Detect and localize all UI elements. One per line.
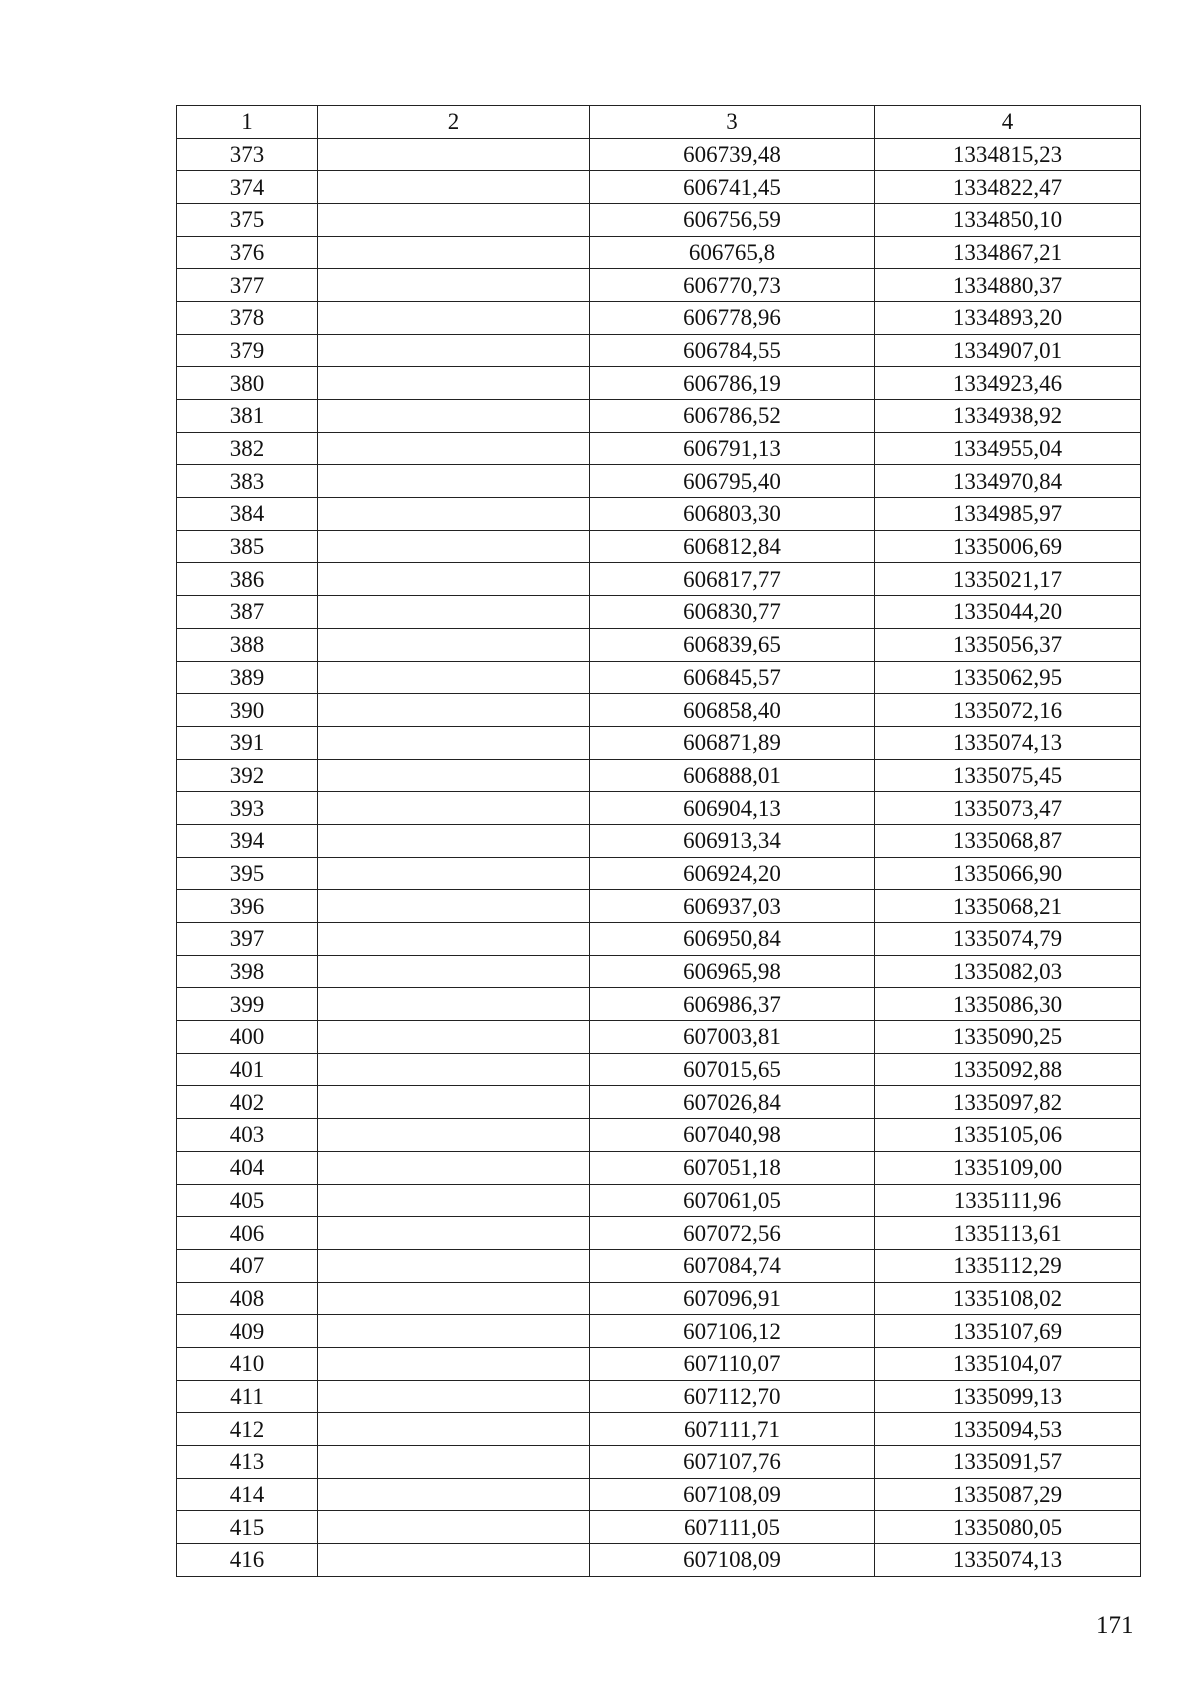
x-coordinate-cell: 607108,09 bbox=[590, 1544, 875, 1577]
y-coordinate-cell: 1335109,00 bbox=[875, 1151, 1141, 1184]
x-coordinate-cell: 606784,55 bbox=[590, 334, 875, 367]
point-number-cell: 405 bbox=[177, 1184, 318, 1217]
column-header-1: 1 bbox=[177, 106, 318, 139]
description-cell bbox=[318, 1119, 590, 1152]
description-cell bbox=[318, 890, 590, 923]
table-row bbox=[177, 1511, 1141, 1544]
x-coordinate-cell: 606778,96 bbox=[590, 301, 875, 334]
x-coordinate-cell: 606839,65 bbox=[590, 628, 875, 661]
y-coordinate-cell: 1335111,96 bbox=[875, 1184, 1141, 1217]
x-coordinate-cell: 607084,74 bbox=[590, 1249, 875, 1282]
description-cell bbox=[318, 1478, 590, 1511]
y-coordinate-cell: 1335108,02 bbox=[875, 1282, 1141, 1315]
x-coordinate-cell: 606924,20 bbox=[590, 857, 875, 890]
x-coordinate-cell: 606739,48 bbox=[590, 138, 875, 171]
table-row bbox=[177, 1413, 1141, 1446]
y-coordinate-cell: 1335097,82 bbox=[875, 1086, 1141, 1119]
table-row bbox=[177, 1086, 1141, 1119]
point-number-cell: 390 bbox=[177, 694, 318, 727]
description-cell bbox=[318, 400, 590, 433]
x-coordinate-cell: 606803,30 bbox=[590, 498, 875, 531]
point-number-cell: 392 bbox=[177, 759, 318, 792]
table-row bbox=[177, 1184, 1141, 1217]
table-row bbox=[177, 1478, 1141, 1511]
y-coordinate-cell: 1335074,13 bbox=[875, 726, 1141, 759]
x-coordinate-cell: 606770,73 bbox=[590, 269, 875, 302]
description-cell bbox=[318, 923, 590, 956]
description-cell bbox=[318, 171, 590, 204]
x-coordinate-cell: 606904,13 bbox=[590, 792, 875, 825]
table-row bbox=[177, 432, 1141, 465]
coordinates-table bbox=[176, 105, 1141, 1577]
point-number-cell: 383 bbox=[177, 465, 318, 498]
x-coordinate-cell: 607072,56 bbox=[590, 1217, 875, 1250]
table-row bbox=[177, 1053, 1141, 1086]
table-row bbox=[177, 334, 1141, 367]
y-coordinate-cell: 1335080,05 bbox=[875, 1511, 1141, 1544]
description-cell bbox=[318, 726, 590, 759]
point-number-cell: 404 bbox=[177, 1151, 318, 1184]
point-number-cell: 408 bbox=[177, 1282, 318, 1315]
x-coordinate-cell: 606986,37 bbox=[590, 988, 875, 1021]
x-coordinate-cell: 607015,65 bbox=[590, 1053, 875, 1086]
table-row bbox=[177, 1021, 1141, 1054]
table-row bbox=[177, 1282, 1141, 1315]
point-number-cell: 413 bbox=[177, 1446, 318, 1479]
table-row bbox=[177, 596, 1141, 629]
y-coordinate-cell: 1335082,03 bbox=[875, 955, 1141, 988]
table-header bbox=[177, 106, 1141, 139]
point-number-cell: 373 bbox=[177, 138, 318, 171]
table-row bbox=[177, 138, 1141, 171]
y-coordinate-cell: 1335074,13 bbox=[875, 1544, 1141, 1577]
y-coordinate-cell: 1335066,90 bbox=[875, 857, 1141, 890]
point-number-cell: 395 bbox=[177, 857, 318, 890]
description-cell bbox=[318, 1413, 590, 1446]
x-coordinate-cell: 607107,76 bbox=[590, 1446, 875, 1479]
point-number-cell: 389 bbox=[177, 661, 318, 694]
y-coordinate-cell: 1335092,88 bbox=[875, 1053, 1141, 1086]
description-cell bbox=[318, 1511, 590, 1544]
description-cell bbox=[318, 1446, 590, 1479]
y-coordinate-cell: 1334970,84 bbox=[875, 465, 1141, 498]
y-coordinate-cell: 1335094,53 bbox=[875, 1413, 1141, 1446]
table-row bbox=[177, 171, 1141, 204]
point-number-cell: 394 bbox=[177, 824, 318, 857]
y-coordinate-cell: 1335107,69 bbox=[875, 1315, 1141, 1348]
description-cell bbox=[318, 1249, 590, 1282]
table-row bbox=[177, 759, 1141, 792]
x-coordinate-cell: 607110,07 bbox=[590, 1347, 875, 1380]
point-number-cell: 377 bbox=[177, 269, 318, 302]
table-row bbox=[177, 923, 1141, 956]
description-cell bbox=[318, 1184, 590, 1217]
point-number-cell: 388 bbox=[177, 628, 318, 661]
column-header-3: 3 bbox=[590, 106, 875, 139]
y-coordinate-cell: 1334938,92 bbox=[875, 400, 1141, 433]
point-number-cell: 406 bbox=[177, 1217, 318, 1250]
x-coordinate-cell: 606817,77 bbox=[590, 563, 875, 596]
table-row bbox=[177, 301, 1141, 334]
x-coordinate-cell: 607111,05 bbox=[590, 1511, 875, 1544]
point-number-cell: 381 bbox=[177, 400, 318, 433]
y-coordinate-cell: 1335073,47 bbox=[875, 792, 1141, 825]
point-number-cell: 396 bbox=[177, 890, 318, 923]
y-coordinate-cell: 1335104,07 bbox=[875, 1347, 1141, 1380]
x-coordinate-cell: 607108,09 bbox=[590, 1478, 875, 1511]
x-coordinate-cell: 606812,84 bbox=[590, 530, 875, 563]
description-cell bbox=[318, 498, 590, 531]
point-number-cell: 398 bbox=[177, 955, 318, 988]
x-coordinate-cell: 606858,40 bbox=[590, 694, 875, 727]
x-coordinate-cell: 607096,91 bbox=[590, 1282, 875, 1315]
description-cell bbox=[318, 138, 590, 171]
description-cell bbox=[318, 563, 590, 596]
point-number-cell: 380 bbox=[177, 367, 318, 400]
table-row bbox=[177, 726, 1141, 759]
point-number-cell: 385 bbox=[177, 530, 318, 563]
point-number-cell: 414 bbox=[177, 1478, 318, 1511]
y-coordinate-cell: 1334923,46 bbox=[875, 367, 1141, 400]
table-row bbox=[177, 530, 1141, 563]
x-coordinate-cell: 606965,98 bbox=[590, 955, 875, 988]
description-cell bbox=[318, 792, 590, 825]
y-coordinate-cell: 1334985,97 bbox=[875, 498, 1141, 531]
y-coordinate-cell: 1335056,37 bbox=[875, 628, 1141, 661]
description-cell bbox=[318, 1053, 590, 1086]
x-coordinate-cell: 607112,70 bbox=[590, 1380, 875, 1413]
table-row bbox=[177, 236, 1141, 269]
x-coordinate-cell: 606786,52 bbox=[590, 400, 875, 433]
y-coordinate-cell: 1334880,37 bbox=[875, 269, 1141, 302]
y-coordinate-cell: 1335062,95 bbox=[875, 661, 1141, 694]
table-row bbox=[177, 1446, 1141, 1479]
table-row bbox=[177, 1151, 1141, 1184]
description-cell bbox=[318, 628, 590, 661]
y-coordinate-cell: 1334815,23 bbox=[875, 138, 1141, 171]
table-row bbox=[177, 203, 1141, 236]
y-coordinate-cell: 1335091,57 bbox=[875, 1446, 1141, 1479]
table-row bbox=[177, 1217, 1141, 1250]
point-number-cell: 399 bbox=[177, 988, 318, 1021]
point-number-cell: 415 bbox=[177, 1511, 318, 1544]
y-coordinate-cell: 1335113,61 bbox=[875, 1217, 1141, 1250]
description-cell bbox=[318, 1544, 590, 1577]
point-number-cell: 411 bbox=[177, 1380, 318, 1413]
table-row bbox=[177, 857, 1141, 890]
point-number-cell: 391 bbox=[177, 726, 318, 759]
y-coordinate-cell: 1335068,87 bbox=[875, 824, 1141, 857]
table-row bbox=[177, 955, 1141, 988]
y-coordinate-cell: 1335099,13 bbox=[875, 1380, 1141, 1413]
x-coordinate-cell: 607003,81 bbox=[590, 1021, 875, 1054]
point-number-cell: 402 bbox=[177, 1086, 318, 1119]
point-number-cell: 378 bbox=[177, 301, 318, 334]
x-coordinate-cell: 606845,57 bbox=[590, 661, 875, 694]
table-row bbox=[177, 890, 1141, 923]
x-coordinate-cell: 606888,01 bbox=[590, 759, 875, 792]
x-coordinate-cell: 606765,8 bbox=[590, 236, 875, 269]
x-coordinate-cell: 607040,98 bbox=[590, 1119, 875, 1152]
column-header-4: 4 bbox=[875, 106, 1141, 139]
x-coordinate-cell: 606795,40 bbox=[590, 465, 875, 498]
point-number-cell: 410 bbox=[177, 1347, 318, 1380]
header-row bbox=[177, 106, 1141, 139]
x-coordinate-cell: 606791,13 bbox=[590, 432, 875, 465]
x-coordinate-cell: 606950,84 bbox=[590, 923, 875, 956]
y-coordinate-cell: 1334893,20 bbox=[875, 301, 1141, 334]
description-cell bbox=[318, 301, 590, 334]
x-coordinate-cell: 607061,05 bbox=[590, 1184, 875, 1217]
table-row bbox=[177, 824, 1141, 857]
description-cell bbox=[318, 367, 590, 400]
table-row bbox=[177, 661, 1141, 694]
x-coordinate-cell: 607026,84 bbox=[590, 1086, 875, 1119]
point-number-cell: 403 bbox=[177, 1119, 318, 1152]
point-number-cell: 409 bbox=[177, 1315, 318, 1348]
table-row bbox=[177, 400, 1141, 433]
point-number-cell: 376 bbox=[177, 236, 318, 269]
description-cell bbox=[318, 1151, 590, 1184]
table-row bbox=[177, 1119, 1141, 1152]
y-coordinate-cell: 1335090,25 bbox=[875, 1021, 1141, 1054]
x-coordinate-cell: 606830,77 bbox=[590, 596, 875, 629]
description-cell bbox=[318, 824, 590, 857]
table-row bbox=[177, 988, 1141, 1021]
table-row bbox=[177, 628, 1141, 661]
point-number-cell: 379 bbox=[177, 334, 318, 367]
point-number-cell: 375 bbox=[177, 203, 318, 236]
y-coordinate-cell: 1334850,10 bbox=[875, 203, 1141, 236]
x-coordinate-cell: 606786,19 bbox=[590, 367, 875, 400]
description-cell bbox=[318, 1282, 590, 1315]
description-cell bbox=[318, 1021, 590, 1054]
table-row bbox=[177, 465, 1141, 498]
x-coordinate-cell: 606756,59 bbox=[590, 203, 875, 236]
table-row bbox=[177, 367, 1141, 400]
y-coordinate-cell: 1335044,20 bbox=[875, 596, 1141, 629]
description-cell bbox=[318, 596, 590, 629]
y-coordinate-cell: 1334955,04 bbox=[875, 432, 1141, 465]
table-row bbox=[177, 694, 1141, 727]
y-coordinate-cell: 1334867,21 bbox=[875, 236, 1141, 269]
table-row bbox=[177, 1544, 1141, 1577]
description-cell bbox=[318, 1086, 590, 1119]
description-cell bbox=[318, 236, 590, 269]
table-row bbox=[177, 563, 1141, 596]
description-cell bbox=[318, 432, 590, 465]
x-coordinate-cell: 606937,03 bbox=[590, 890, 875, 923]
point-number-cell: 387 bbox=[177, 596, 318, 629]
point-number-cell: 416 bbox=[177, 1544, 318, 1577]
description-cell bbox=[318, 661, 590, 694]
description-cell bbox=[318, 857, 590, 890]
x-coordinate-cell: 606913,34 bbox=[590, 824, 875, 857]
y-coordinate-cell: 1335021,17 bbox=[875, 563, 1141, 596]
description-cell bbox=[318, 203, 590, 236]
point-number-cell: 407 bbox=[177, 1249, 318, 1282]
y-coordinate-cell: 1335074,79 bbox=[875, 923, 1141, 956]
table-row bbox=[177, 498, 1141, 531]
description-cell bbox=[318, 1380, 590, 1413]
point-number-cell: 384 bbox=[177, 498, 318, 531]
x-coordinate-cell: 606871,89 bbox=[590, 726, 875, 759]
description-cell bbox=[318, 465, 590, 498]
description-cell bbox=[318, 269, 590, 302]
x-coordinate-cell: 607051,18 bbox=[590, 1151, 875, 1184]
description-cell bbox=[318, 694, 590, 727]
table-row bbox=[177, 792, 1141, 825]
y-coordinate-cell: 1335112,29 bbox=[875, 1249, 1141, 1282]
x-coordinate-cell: 607106,12 bbox=[590, 1315, 875, 1348]
point-number-cell: 401 bbox=[177, 1053, 318, 1086]
point-number-cell: 386 bbox=[177, 563, 318, 596]
point-number-cell: 400 bbox=[177, 1021, 318, 1054]
table-row bbox=[177, 1249, 1141, 1282]
point-number-cell: 374 bbox=[177, 171, 318, 204]
x-coordinate-cell: 607111,71 bbox=[590, 1413, 875, 1446]
y-coordinate-cell: 1335068,21 bbox=[875, 890, 1141, 923]
y-coordinate-cell: 1335087,29 bbox=[875, 1478, 1141, 1511]
description-cell bbox=[318, 1347, 590, 1380]
y-coordinate-cell: 1335072,16 bbox=[875, 694, 1141, 727]
point-number-cell: 412 bbox=[177, 1413, 318, 1446]
point-number-cell: 393 bbox=[177, 792, 318, 825]
description-cell bbox=[318, 988, 590, 1021]
table-row bbox=[177, 1315, 1141, 1348]
y-coordinate-cell: 1335006,69 bbox=[875, 530, 1141, 563]
column-header-2: 2 bbox=[318, 106, 590, 139]
description-cell bbox=[318, 759, 590, 792]
description-cell bbox=[318, 334, 590, 367]
description-cell bbox=[318, 1217, 590, 1250]
y-coordinate-cell: 1335105,06 bbox=[875, 1119, 1141, 1152]
page-number: 171 bbox=[1096, 1612, 1134, 1639]
table-row bbox=[177, 1380, 1141, 1413]
y-coordinate-cell: 1334822,47 bbox=[875, 171, 1141, 204]
point-number-cell: 397 bbox=[177, 923, 318, 956]
y-coordinate-cell: 1335075,45 bbox=[875, 759, 1141, 792]
table-row bbox=[177, 269, 1141, 302]
y-coordinate-cell: 1335086,30 bbox=[875, 988, 1141, 1021]
table-body bbox=[177, 138, 1141, 1576]
table-row bbox=[177, 1347, 1141, 1380]
x-coordinate-cell: 606741,45 bbox=[590, 171, 875, 204]
point-number-cell: 382 bbox=[177, 432, 318, 465]
description-cell bbox=[318, 955, 590, 988]
description-cell bbox=[318, 1315, 590, 1348]
y-coordinate-cell: 1334907,01 bbox=[875, 334, 1141, 367]
description-cell bbox=[318, 530, 590, 563]
